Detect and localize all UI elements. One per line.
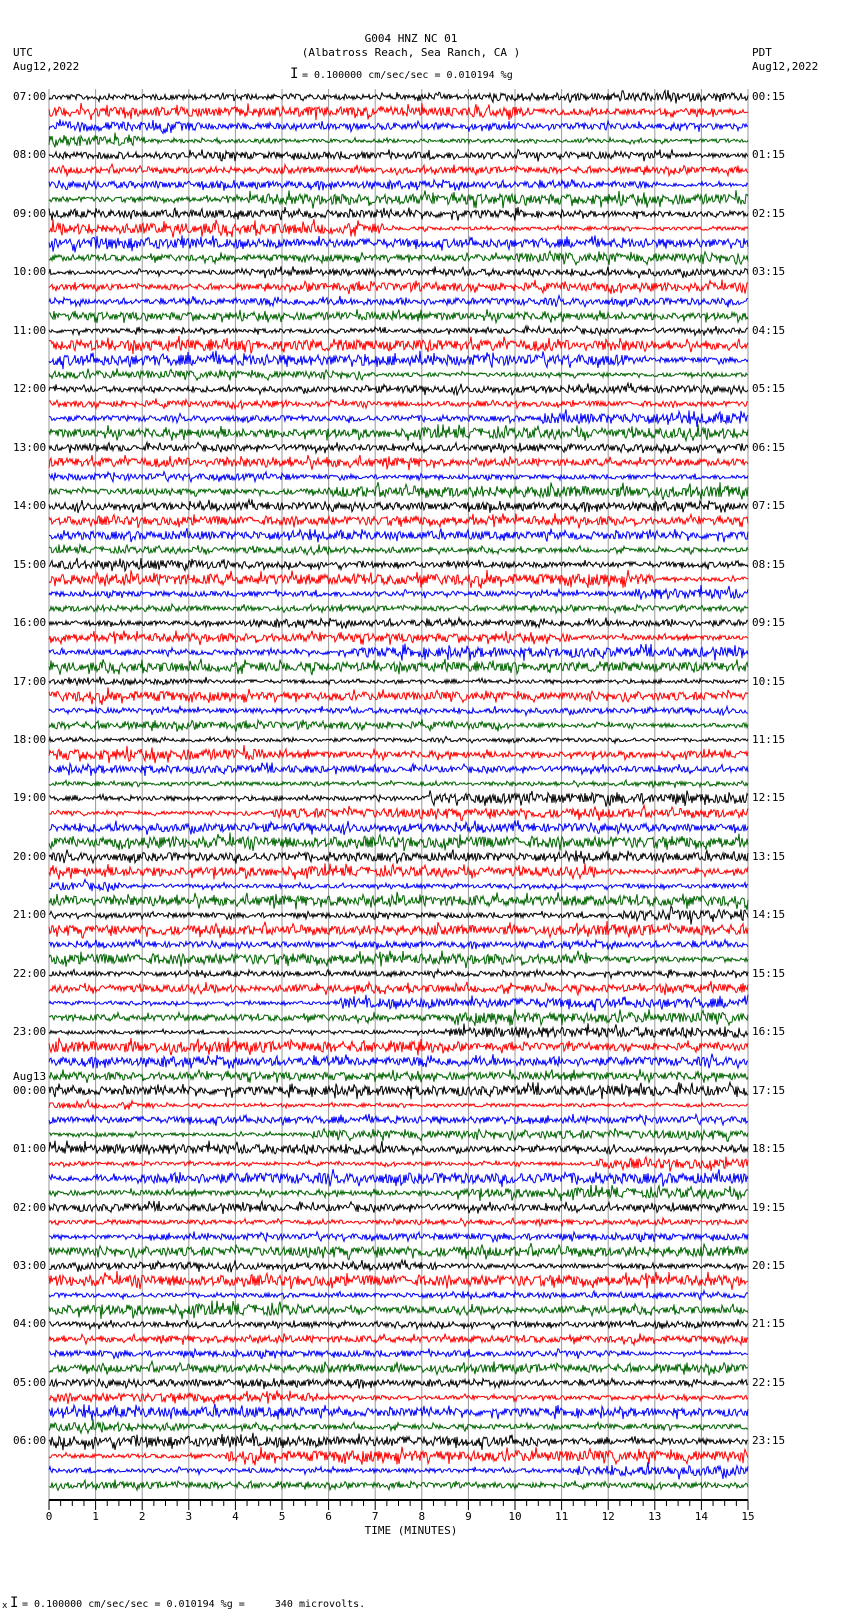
right-time-label: 16:15	[752, 1025, 786, 1039]
right-time-label: 08:15	[752, 557, 786, 571]
trace-line	[49, 1271, 748, 1290]
trace-line	[49, 1201, 748, 1214]
x-tick-label: 10	[508, 1510, 522, 1523]
trace-line	[49, 706, 748, 716]
trace-line	[49, 103, 748, 120]
trace-line	[49, 455, 748, 470]
station-location: (Albatross Reach, Sea Ranch, CA )	[301, 46, 521, 59]
trace-line	[49, 1141, 748, 1155]
right-time-label: 09:15	[752, 616, 786, 630]
trace-line	[49, 833, 748, 852]
x-tick-label: 13	[648, 1510, 662, 1523]
x-tick-label: 7	[371, 1510, 379, 1523]
date-change-label: Aug13	[13, 1069, 47, 1083]
trace-line	[49, 940, 748, 950]
trace-line	[49, 719, 748, 731]
trace-line	[49, 969, 748, 978]
left-time-label: 22:00	[13, 966, 47, 980]
trace-line	[49, 1082, 748, 1099]
x-tick-label: 0	[45, 1510, 53, 1523]
right-time-label: 01:15	[752, 148, 786, 162]
left-time-label: 06:00	[13, 1434, 47, 1448]
trace-line	[49, 790, 748, 806]
left-time-label: 14:00	[13, 499, 47, 513]
trace-line	[49, 482, 748, 500]
trace-line	[49, 1319, 748, 1329]
scale-bar-icon: I	[290, 66, 299, 82]
trace-line	[49, 90, 748, 103]
trace-line	[49, 1349, 748, 1359]
left-time-label: 00:00	[13, 1083, 47, 1097]
trace-line	[49, 1260, 748, 1272]
right-time-label: 06:15	[752, 440, 786, 454]
left-time-label: 08:00	[13, 148, 47, 162]
right-time-label: 02:15	[752, 206, 786, 220]
trace-line	[49, 513, 748, 528]
trace-line	[49, 1232, 748, 1242]
trace-line	[49, 850, 748, 864]
x-tick-label: 12	[601, 1510, 615, 1523]
left-date: Aug12,2022	[13, 60, 80, 73]
trace-line	[49, 981, 748, 995]
x-tick-label: 4	[232, 1510, 239, 1523]
trace-line	[49, 266, 748, 278]
trace-line	[49, 1480, 748, 1491]
trace-line	[49, 763, 748, 777]
x-tick-label: 8	[418, 1510, 426, 1523]
left-time-label: 02:00	[13, 1200, 47, 1214]
left-time-label: 11:00	[13, 323, 47, 337]
right-time-label: 14:15	[752, 908, 786, 922]
trace-line	[49, 585, 748, 600]
right-timezone: PDT	[752, 46, 772, 59]
x-tick-label: 6	[325, 1510, 332, 1523]
left-time-label: 09:00	[13, 206, 47, 220]
trace-line	[49, 1447, 748, 1466]
trace-line	[49, 1169, 748, 1187]
trace-line	[49, 570, 748, 589]
trace-line	[49, 1378, 748, 1389]
footer-scale-text: = 0.100000 cm/sec/sec = 0.010194 %g = 340 microvolts.	[22, 1599, 366, 1610]
right-date: Aug12,2022	[752, 60, 819, 73]
trace-line	[49, 1243, 748, 1260]
trace-line	[49, 1419, 748, 1433]
trace-line	[49, 631, 748, 645]
trace-line	[49, 472, 748, 482]
right-time-label: 18:15	[752, 1142, 786, 1156]
trace-line	[49, 1069, 748, 1083]
station-title: G004 HNZ NC 01	[364, 32, 458, 45]
trace-line	[49, 820, 748, 835]
trace-line	[49, 296, 748, 308]
right-time-label: 04:15	[752, 323, 786, 337]
trace-line	[49, 745, 748, 763]
x-tick-label: 5	[278, 1510, 286, 1523]
left-time-label: 19:00	[13, 791, 47, 805]
trace-line	[49, 336, 748, 354]
left-time-label: 13:00	[13, 440, 47, 454]
trace-line	[49, 383, 748, 396]
trace-line	[49, 351, 748, 370]
trace-line	[49, 677, 748, 686]
trace-line	[49, 1128, 748, 1141]
footer-scale-bar-icon: I	[10, 1595, 19, 1611]
trace-line	[49, 618, 748, 629]
left-time-label: 04:00	[13, 1317, 47, 1331]
left-time-label: 01:00	[13, 1142, 47, 1156]
x-tick-label: 11	[554, 1510, 569, 1523]
left-time-label: 07:00	[13, 90, 47, 103]
left-timezone: UTC	[13, 46, 33, 59]
left-time-label: 21:00	[13, 908, 47, 922]
trace-line	[49, 737, 748, 744]
trace-line	[49, 528, 748, 542]
trace-line	[49, 1433, 748, 1450]
right-time-label: 12:15	[752, 791, 786, 805]
trace-line	[49, 644, 748, 661]
trace-line	[49, 805, 748, 821]
trace-line	[49, 687, 748, 705]
trace-line	[49, 1404, 748, 1420]
trace-line	[49, 235, 748, 252]
left-time-label: 10:00	[13, 265, 47, 279]
trace-line	[49, 219, 748, 237]
trace-line	[49, 1218, 748, 1227]
x-tick-label: 1	[92, 1510, 99, 1523]
trace-line	[49, 1038, 748, 1056]
x-tick-label: 14	[694, 1510, 709, 1523]
left-time-label: 03:00	[13, 1259, 47, 1272]
trace-line	[49, 659, 748, 675]
trace-line	[49, 1291, 748, 1300]
right-time-label: 15:15	[752, 966, 786, 980]
trace-line	[49, 921, 748, 938]
trace-line	[49, 409, 748, 427]
right-time-label: 19:15	[752, 1200, 786, 1214]
trace-line	[49, 1185, 748, 1201]
trace-line	[49, 1023, 748, 1038]
trace-line	[49, 1157, 748, 1172]
trace-line	[49, 558, 748, 571]
trace-line	[49, 1100, 748, 1110]
left-time-label: 12:00	[13, 382, 47, 396]
trace-line	[49, 780, 748, 788]
right-time-label: 03:15	[752, 265, 786, 279]
trace-line	[49, 179, 748, 191]
trace-line	[49, 1009, 748, 1026]
trace-line	[49, 424, 748, 441]
trace-line	[49, 149, 748, 161]
trace-line	[49, 892, 748, 910]
left-time-label: 18:00	[13, 732, 47, 746]
trace-line	[49, 1054, 748, 1069]
right-time-label: 11:15	[752, 732, 786, 746]
left-time-label: 05:00	[13, 1375, 47, 1389]
right-time-label: 21:15	[752, 1317, 786, 1331]
right-time-label: 13:15	[752, 849, 786, 863]
trace-line	[49, 398, 748, 409]
trace-line	[49, 133, 748, 148]
trace-line	[49, 442, 748, 453]
right-time-label: 22:15	[752, 1375, 786, 1389]
left-time-label: 15:00	[13, 557, 47, 571]
trace-line	[49, 280, 748, 295]
right-time-label: 17:15	[752, 1083, 786, 1097]
trace-line	[49, 863, 748, 879]
x-tick-label: 2	[138, 1510, 146, 1523]
trace-line	[49, 951, 748, 968]
trace-line	[49, 1301, 748, 1320]
right-time-label: 10:15	[752, 674, 786, 688]
trace-line	[49, 995, 748, 1011]
trace-line	[49, 251, 748, 265]
left-time-label: 16:00	[13, 616, 47, 630]
x-axis-label: TIME (MINUTES)	[364, 1524, 458, 1537]
trace-line	[49, 190, 748, 208]
trace-line	[49, 499, 748, 513]
right-time-label: 20:15	[752, 1259, 786, 1272]
right-time-label: 07:15	[752, 499, 786, 513]
trace-line	[49, 1114, 748, 1126]
trace-line	[49, 119, 748, 133]
trace-line	[49, 164, 748, 176]
trace-line	[49, 604, 748, 613]
trace-line	[49, 369, 748, 381]
x-tick-label: 9	[465, 1510, 472, 1523]
trace-line	[49, 309, 748, 323]
right-time-label: 00:15	[752, 90, 786, 103]
left-time-label: 17:00	[13, 674, 47, 688]
x-tick-label: 15	[741, 1510, 755, 1523]
x-tick-label: 3	[185, 1510, 193, 1523]
trace-line	[49, 326, 748, 336]
left-time-label: 23:00	[13, 1025, 47, 1039]
trace-line	[49, 1390, 748, 1404]
trace-line	[49, 1333, 748, 1345]
trace-line	[49, 207, 748, 221]
trace-line	[49, 906, 748, 925]
trace-line	[49, 1462, 748, 1479]
trace-line	[49, 545, 748, 555]
right-time-label: 23:15	[752, 1434, 786, 1448]
left-time-label: 20:00	[13, 849, 47, 863]
footer-marker: x	[2, 1601, 8, 1611]
right-time-label: 05:15	[752, 382, 786, 396]
trace-line	[49, 879, 748, 892]
trace-line	[49, 1361, 748, 1375]
scale-text: = 0.100000 cm/sec/sec = 0.010194 %g	[302, 70, 513, 81]
